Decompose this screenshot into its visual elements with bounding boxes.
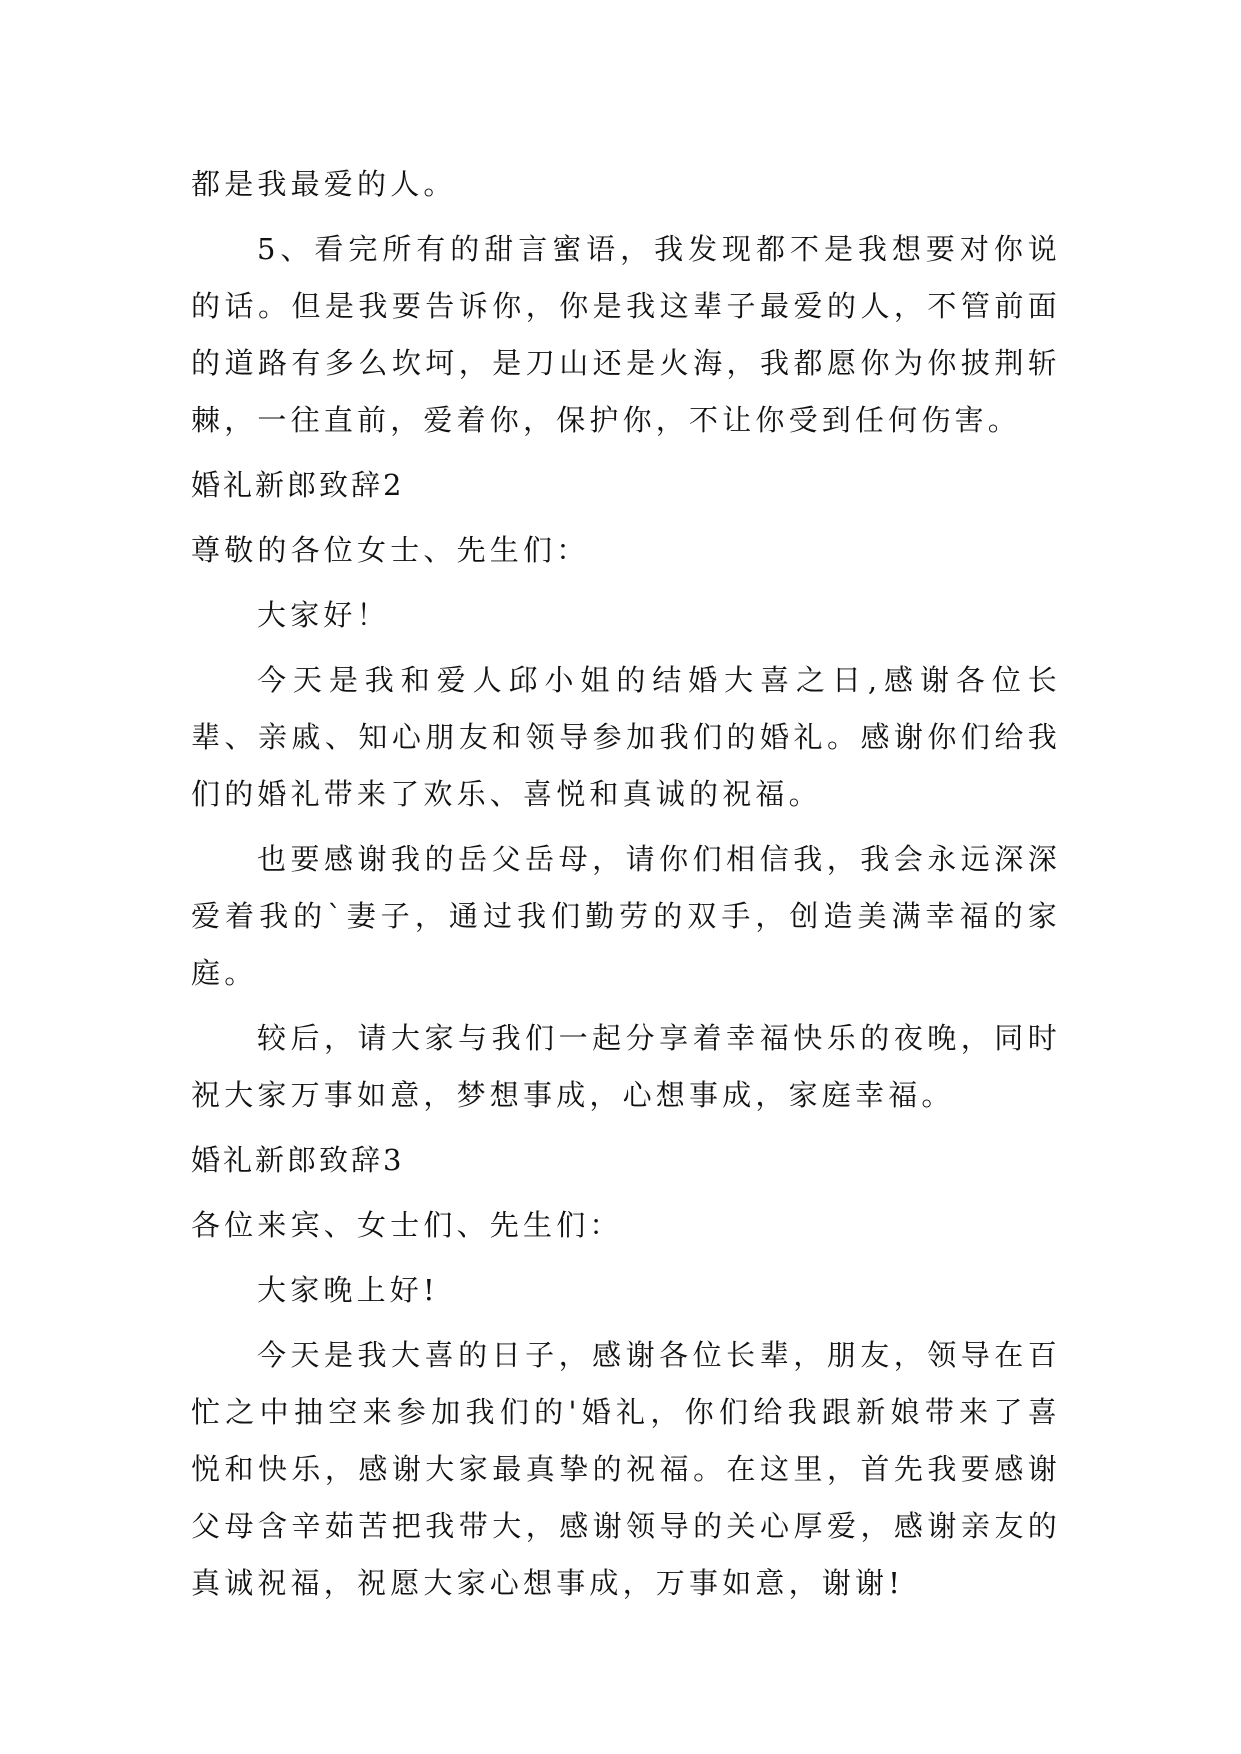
section-heading: 婚礼新郎致辞2 xyxy=(191,468,405,502)
paragraph: 较后，请大家与我们一起分享着幸福快乐的夜晚，同时祝大家万事如意，梦想事成，心想事成，家庭幸福。 xyxy=(191,1021,1061,1112)
paragraph: 也要感谢我的岳父岳母，请你们相信我，我会永远深深爱着我的`妻子，通过我们勤劳的双手，创造美满幸福的家庭。 xyxy=(191,842,1061,990)
section-heading: 婚礼新郎致辞3 xyxy=(191,1143,405,1177)
salutation: 尊敬的各位女士、先生们： xyxy=(191,533,590,567)
paragraph: 大家晚上好! xyxy=(257,1273,439,1307)
salutation: 各位来宾、女士们、先生们： xyxy=(191,1208,623,1242)
paragraph: 5、看完所有的甜言蜜语，我发现都不是我想要对你说的话。但是我要告诉你，你是我这辈子最爱的人，不管前面的道路有多么坎坷，是刀山还是火海，我都愿你为你披荆斩棘，一往直前，爱着你，保护你，不让你受到任何伤害。 xyxy=(191,232,1061,437)
paragraph: 大家好！ xyxy=(257,598,390,632)
paragraph: 今天是我和爱人邱小姐的结婚大喜之日,感谢各位长辈、亲戚、知心朋友和领导参加我们的婚礼。感谢你们给我们的婚礼带来了欢乐、喜悦和真诚的祝福。 xyxy=(191,663,1061,811)
document-body xyxy=(191,156,1061,1620)
paragraph: 都是我最爱的人。 xyxy=(191,167,457,201)
paragraph: 今天是我大喜的日子，感谢各位长辈，朋友，领导在百忙之中抽空来参加我们的'婚礼，你们给我跟新娘带来了喜悦和快乐，感谢大家最真挚的祝福。在这里，首先我要感谢父母含辛茹苦把我带大，感谢领导的关心厚爱，感谢亲友的真诚祝福，祝愿大家心想事成，万事如意，谢谢! xyxy=(191,1338,1061,1600)
